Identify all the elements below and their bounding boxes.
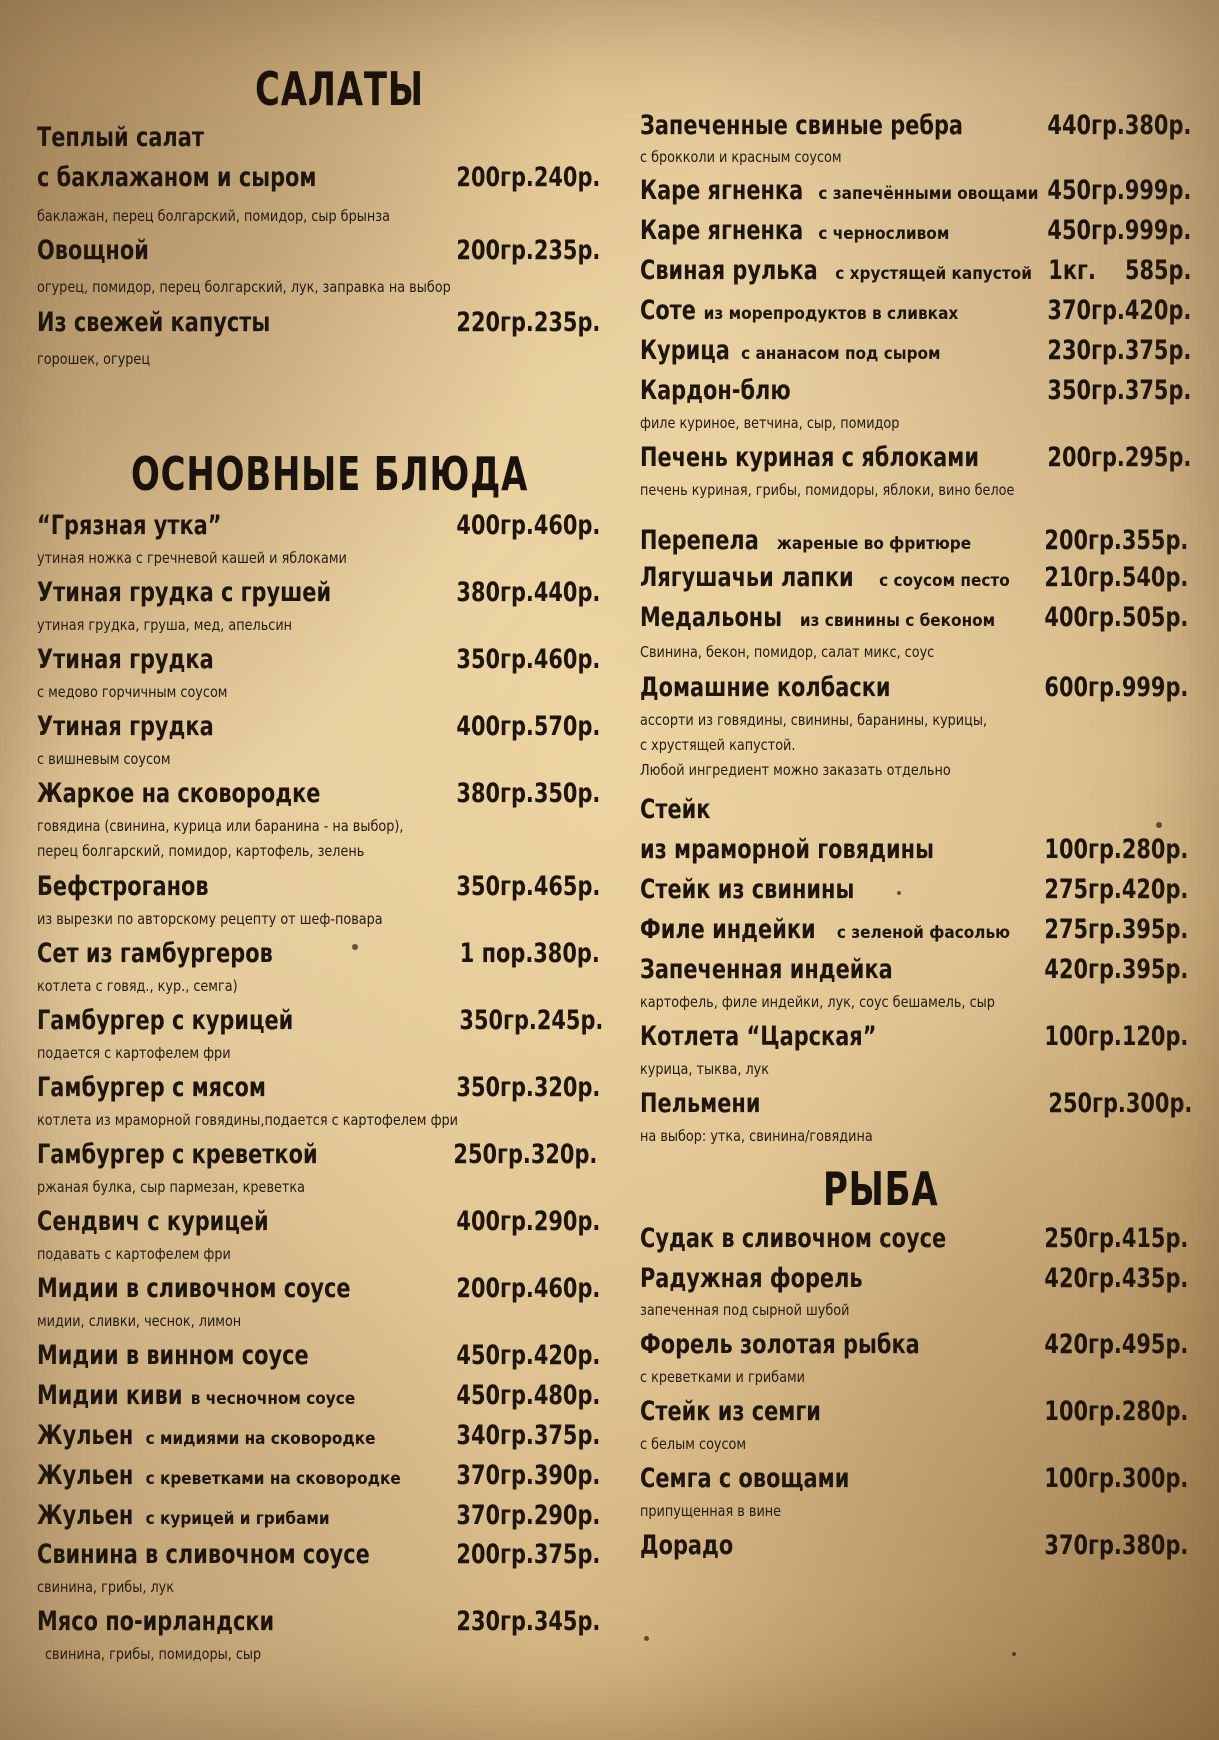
paper-speck	[1156, 822, 1162, 828]
paper-speck	[352, 944, 358, 950]
dish-description: подавать с картофелем фри	[37, 1245, 231, 1263]
dish-name: Свиная рулька	[640, 255, 818, 286]
dish-inline-note: с ананасом под сыром	[741, 344, 941, 364]
dish-name: Пельмени	[640, 1088, 761, 1119]
dish-price: 350гр.245р.	[459, 1005, 603, 1036]
dish-name: Гамбургер с мясом	[37, 1072, 266, 1103]
dish-price: 350гр.320р.	[456, 1072, 600, 1103]
dish-price: 450гр.480р.	[456, 1380, 600, 1411]
paper-speck	[644, 1636, 649, 1641]
dish-price: 250гр.300р.	[1048, 1088, 1192, 1119]
dish-inline-note: с креветками на сковородке	[145, 1469, 401, 1489]
dish-price: 380гр.350р.	[456, 778, 600, 809]
dish-price: 100гр.300р.	[1044, 1463, 1188, 1494]
dish-name: Соте	[640, 295, 696, 326]
dish-description: припущенная в вине	[640, 1502, 782, 1520]
dish-description: с белым соусом	[640, 1435, 747, 1453]
dish-description-line3: Любой ингредиент можно заказать отдельно	[640, 761, 951, 779]
dish-name: Сет из гамбургеров	[37, 938, 273, 969]
dish-price: 350гр.375р.	[1047, 375, 1191, 406]
dish-name: Гамбургер с курицей	[37, 1005, 294, 1036]
dish-price: 420гр.435р.	[1044, 1263, 1188, 1294]
dish-description: ассорти из говядины, свинины, баранины, курицы,	[640, 711, 988, 729]
dish-name: Судак в сливочном соусе	[640, 1223, 947, 1254]
dish-description: мидии, сливки, чеснок, лимон	[37, 1312, 242, 1330]
dish-name: Форель золотая рыбка	[640, 1329, 920, 1360]
dish-name: Мидии киви	[37, 1380, 183, 1411]
dish-name: Печень куриная с яблоками	[640, 442, 979, 473]
dish-description: картофель, филе индейки, лук, соус бешамель, сыр	[640, 993, 995, 1011]
dish-name: Перепела	[640, 525, 759, 556]
dish-description: из вырезки по авторскому рецепту от шеф-повара	[37, 910, 383, 928]
dish-name: Утиная грудка	[37, 711, 214, 742]
dish-price: 220гр.235р.	[456, 307, 600, 338]
dish-description: филе куриное, ветчина, сыр, помидор	[640, 414, 900, 432]
dish-price: 400гр.570р.	[456, 711, 600, 742]
dish-price: 450гр.999р.	[1047, 175, 1191, 206]
dish-price: 1 пор.380р.	[460, 938, 600, 969]
dish-price: 420гр.395р.	[1044, 954, 1188, 985]
dish-name: Лягушачьи лапки	[640, 562, 854, 593]
dish-description-line2: перец болгарский, помидор, картофель, зелень	[37, 842, 365, 860]
dish-price: 200гр.295р.	[1047, 442, 1191, 473]
paper-speck	[897, 891, 901, 895]
dish-name: Стейк из семги	[640, 1396, 821, 1427]
dish-description: с брокколи и красным соусом	[640, 148, 842, 166]
dish-price: 370гр.380р.	[1044, 1530, 1188, 1561]
dish-name: Филе индейки	[640, 914, 816, 945]
section-title-mains: ОСНОВНЫЕ БЛЮДА	[131, 447, 529, 501]
dish-description: запеченная под сырной шубой	[640, 1301, 850, 1319]
dish-name: Теплый салат	[37, 122, 204, 153]
dish-inline-note: в чесночном соусе	[190, 1389, 356, 1409]
dish-description: с вишневым соусом	[37, 750, 171, 768]
dish-description: утиная ножка с гречневой кашей и яблоками	[37, 549, 347, 567]
dish-name: Овощной	[37, 235, 149, 266]
dish-inline-note: из морепродуктов в сливках	[703, 304, 959, 324]
dish-price: 1кг. 585р.	[1047, 255, 1191, 286]
dish-description: печень куриная, грибы, помидоры, яблоки, вино белое	[640, 481, 1015, 499]
dish-description: свинина, грибы, помидоры, сыр	[45, 1645, 262, 1663]
dish-inline-note: из свинины с беконом	[799, 611, 996, 631]
dish-name: Семга с овощами	[640, 1463, 850, 1494]
dish-name: Сендвич с курицей	[37, 1206, 269, 1237]
dish-price: 350гр.465р.	[456, 871, 600, 902]
dish-inline-note: с зеленой фасолью	[836, 923, 1011, 943]
dish-price: 100гр.280р.	[1044, 1396, 1188, 1427]
dish-name: Жульен	[37, 1460, 134, 1491]
dish-name: Каре ягненка	[640, 215, 804, 246]
dish-description-line2: с хрустящей капустой.	[640, 736, 796, 754]
dish-price: 230гр.375р.	[1047, 335, 1191, 366]
dish-name: Запеченные свиные ребра	[640, 110, 964, 141]
dish-price: 340гр.375р.	[456, 1420, 600, 1451]
dish-price: 420гр.495р.	[1044, 1329, 1188, 1360]
dish-price: 200гр.240р.	[456, 162, 600, 193]
dish-description: с креветками и грибами	[640, 1368, 805, 1386]
dish-name: Дорадо	[640, 1530, 734, 1561]
dish-price: 600гр.999р.	[1044, 672, 1188, 703]
dish-name: Радужная форель	[640, 1263, 863, 1294]
dish-price: 200гр.460р.	[456, 1273, 600, 1304]
dish-price: 250гр.415р.	[1044, 1223, 1188, 1254]
dish-description: утиная грудка, груша, мед, апельсин	[37, 616, 293, 634]
dish-description: на выбор: утка, свинина/говядина	[640, 1127, 873, 1145]
dish-price: 275гр.395р.	[1044, 914, 1188, 945]
dish-name-line2: из мраморной говядины	[640, 834, 934, 865]
dish-price: 200гр.355р.	[1044, 525, 1188, 556]
paper-speck	[1012, 1652, 1016, 1656]
dish-name: Утиная грудка с грушей	[37, 577, 332, 608]
dish-description: котлета из мраморной говядины,подается с картофелем фри	[37, 1111, 459, 1129]
section-title-salads: САЛАТЫ	[255, 62, 424, 116]
dish-name: Кардон-блю	[640, 375, 791, 406]
dish-price: 440гр.380р.	[1047, 110, 1191, 141]
dish-price: 200гр.235р.	[456, 235, 600, 266]
dish-name: Жульен	[37, 1420, 134, 1451]
dish-name: Мясо по-ирландски	[37, 1606, 275, 1637]
dish-name: Запеченная индейка	[640, 954, 893, 985]
dish-name: Гамбургер с креветкой	[37, 1139, 318, 1170]
dish-description: баклажан, перец болгарский, помидор, сыр брынза	[37, 207, 390, 225]
dish-price: 450гр.999р.	[1047, 215, 1191, 246]
dish-name: Мидии в сливочном соусе	[37, 1273, 351, 1304]
dish-name: Котлета “Царская”	[640, 1021, 877, 1052]
dish-name: Жульен	[37, 1500, 134, 1531]
dish-description: огурец, помидор, перец болгарский, лук, заправка на выбор	[37, 278, 451, 296]
dish-price: 230гр.345р.	[456, 1606, 600, 1637]
dish-inline-note: с мидиями на сковородке	[145, 1429, 376, 1449]
dish-name: Бефстроганов	[37, 871, 209, 902]
dish-description: котлета с говяд., кур., семга)	[37, 977, 238, 995]
dish-inline-note: с черносливом	[818, 224, 950, 244]
dish-price: 100гр.280р.	[1044, 834, 1188, 865]
dish-price: 450гр.420р.	[456, 1340, 600, 1371]
dish-name: Каре ягненка	[640, 175, 804, 206]
dish-name: Домашние колбаски	[640, 672, 891, 703]
dish-name: Стейк из свинины	[640, 874, 855, 905]
dish-description: ржаная булка, сыр пармезан, креветка	[37, 1178, 306, 1196]
dish-name: Мидии в винном соусе	[37, 1340, 309, 1371]
dish-name: “Грязная утка”	[37, 510, 222, 541]
dish-price: 275гр.420р.	[1044, 874, 1188, 905]
dish-price: 210гр.540р.	[1044, 562, 1188, 593]
dish-price: 250гр.320р.	[453, 1139, 597, 1170]
dish-description: подается с картофелем фри	[37, 1044, 231, 1062]
dish-name: Свинина в сливочном соусе	[37, 1539, 370, 1570]
dish-inline-note: с запечёнными овощами	[818, 184, 1039, 204]
dish-name: Стейк	[640, 794, 711, 825]
dish-price: 400гр.460р.	[456, 510, 600, 541]
dish-description: горошек, огурец	[37, 350, 151, 368]
dish-name: Из свежей капусты	[37, 307, 271, 338]
dish-price: 350гр.460р.	[456, 644, 600, 675]
dish-price: 400гр.505р.	[1044, 602, 1188, 633]
dish-description: свинина, грибы, лук	[37, 1578, 175, 1596]
dish-description: Свинина, бекон, помидор, салат микс, соус	[640, 643, 935, 661]
dish-inline-note: жареные во фритюре	[776, 534, 972, 554]
dish-description: с медово горчичным соусом	[37, 683, 228, 701]
dish-name: Утиная грудка	[37, 644, 214, 675]
dish-name: Курица	[640, 335, 730, 366]
dish-inline-note: с курицей и грибами	[145, 1509, 330, 1529]
dish-price: 100гр.120р.	[1044, 1021, 1188, 1052]
dish-price: 370гр.290р.	[456, 1500, 600, 1531]
dish-description: говядина (свинина, курица или баранина - на выбор),	[37, 817, 404, 835]
dish-name: Жаркое на сковородке	[37, 778, 321, 809]
dish-name-line2: с баклажаном и сыром	[37, 162, 317, 193]
dish-name: Медальоны	[640, 602, 783, 633]
dish-price: 400гр.290р.	[456, 1206, 600, 1237]
dish-price: 370гр.420р.	[1047, 295, 1191, 326]
dish-inline-note: с хрустящей капустой	[835, 264, 1032, 284]
dish-price: 200гр.375р.	[456, 1539, 600, 1570]
dish-inline-note: с соусом песто	[879, 571, 1010, 591]
dish-price: 370гр.390р.	[456, 1460, 600, 1491]
dish-price: 380гр.440р.	[456, 577, 600, 608]
dish-description: курица, тыква, лук	[640, 1060, 770, 1078]
section-title-fish: РЫБА	[823, 1162, 939, 1216]
